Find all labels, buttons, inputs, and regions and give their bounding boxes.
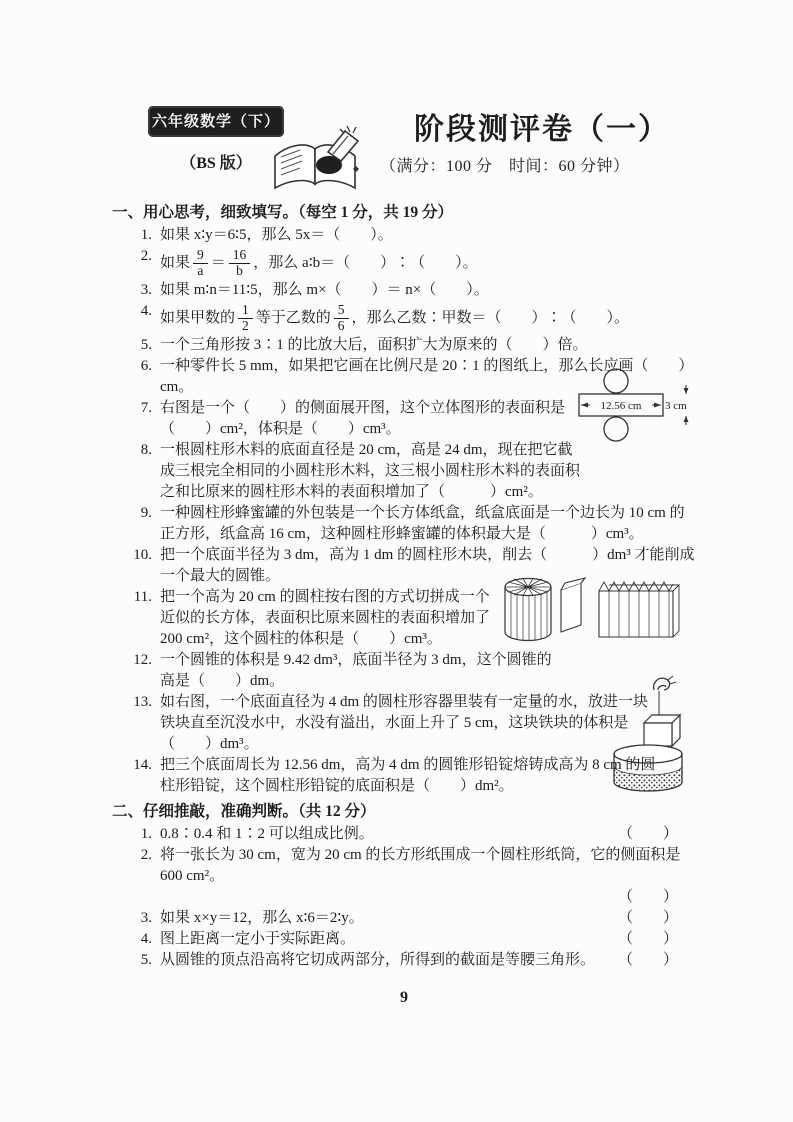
fraction [238,303,253,334]
numerator: 9 [193,248,208,264]
text-run: 等于乙数的 [255,309,331,326]
question-text [160,824,696,845]
answer-blank: （ ） [617,826,678,842]
book-magnifier-icon [270,124,360,197]
question-text: 一个三角形按 3∶1 的比放大后，面积扩大为原来的（ ）倍。 [160,337,588,353]
question-text: 把一个底面半径为 3 dm，高为 1 dm 的圆柱形木块，削去（ ）dm³ 才能削成一个最大的圆锥。 [160,547,695,584]
question-number: 2. [140,847,152,863]
question-number: 5. [140,952,152,968]
fraction [334,303,349,334]
question-number: 2. [140,248,152,264]
question-5 [112,335,696,356]
section1-heading: 一、用心思考，细致填写。（每空 1 分，共 19 分） [112,204,454,221]
text-run: 将一张长为 30 cm，宽为 20 cm 的长方形纸围成一个圆柱形纸筒，它的侧面积是 600 cm²。 [160,847,681,884]
text-run: 如果甲数的 [160,309,236,326]
question-13 [112,692,696,755]
judgment-2 [112,845,696,908]
text-run: 如果 [160,254,191,271]
text-run: 从圆锥的顶点沿高将它切成两部分，所得到的截面是等腰三角形。 [160,952,596,968]
question-text [160,246,696,280]
score-time-subtitle: （满分：100 分 时间：60 分钟） [380,158,630,175]
paper-body [112,202,696,1008]
denominator: a [197,262,204,278]
question-text: 把三个底面周长为 12.56 dm，高为 4 dm 的圆锥形铅锭熔铸成高为 8 cm 的圆柱形铅锭，这个圆柱形铅锭的底面积是（ ）dm²。 [160,757,656,794]
text-run: ，那么乙数∶甲数＝（ ）∶（ ）。 [351,309,630,326]
question-text [160,301,696,335]
question-text: 一种零件长 5 mm，如果把它画在比例尺是 20∶1 的图纸上，那么长应画（ ）cm。 [160,358,694,395]
text-run: 图上距离一定小于实际距离。 [160,931,356,947]
answer-blank: （ ） [617,910,678,926]
text-run: ，那么 a∶b＝（ ）∶（ ）。 [253,254,478,271]
question-number: 4. [140,931,152,947]
question-2 [112,246,696,280]
question-12 [112,650,696,692]
question-text [160,950,696,971]
question-4 [112,301,696,335]
net-width-label: 12.56 cm [600,400,642,412]
question-8 [112,440,696,503]
text-run: ＝ [210,254,226,271]
question-number: 8. [140,442,152,458]
question-number: 13. [133,694,152,710]
question-number: 12. [133,652,152,668]
judgment-4 [112,929,696,950]
question-6 [112,356,696,398]
question-10 [112,545,696,587]
question-11 [112,587,696,650]
question-number: 9. [140,505,152,521]
question-text [160,845,696,908]
question-text: 把一个高为 20 cm 的圆柱按右图的方式切拼成一个近似的长方体，表面积比原来圆柱的表面积增加了 200 cm²，这个圆柱的体积是（ ）cm³。 [160,589,491,647]
question-text [160,929,696,950]
question-text: 如右图，一个底面直径为 4 dm 的圆柱形容器里装有一定量的水，放进一块铁块直至沉没水中，水没有溢出，水面上升了 5 cm，这块铁块的体积是（ ）dm³。 [160,694,648,752]
question-1 [112,225,696,246]
answer-blank: （ ） [617,931,678,947]
question-text: 一根圆柱形木料的底面直径是 20 cm，高是 24 dm，现在把它截成三根完全相同的小圆柱形木料，这三根小圆柱形木料的表面积之和比原来的圆柱形木料的表面积增加了（ ）cm²。 [160,442,581,500]
question-text: 右图是一个（ ）的侧面展开图，这个立体图形的表面积是（ ）cm²，体积是（ ）cm³。 [160,400,566,437]
question-text: 如果 m∶n＝11∶5，那么 m×（ ）＝ n×（ ）。 [160,282,489,298]
question-number: 7. [140,400,152,416]
grade-badge: 六年级数学（下） [148,106,284,137]
fraction [229,248,251,279]
text-run: 0.8∶0.4 和 1∶2 可以组成比例。 [160,826,374,842]
question-3 [112,280,696,301]
answer-blank: （ ） [617,889,678,905]
question-text: 一种圆柱形蜂蜜罐的外包装是一个长方体纸盒，纸盒底面是一个边长为 10 cm 的正方形，纸盒高 16 cm，这种圆柱形蜂蜜罐的体积最大是（ ）cm³。 [160,505,685,542]
question-number: 5. [140,337,152,353]
question-number: 14. [133,757,152,773]
judgment-3 [112,908,696,929]
judgment-5 [112,950,696,971]
numerator: 16 [229,248,251,264]
question-number: 1. [140,227,152,243]
page-title: 阶段测评卷（一） [414,113,670,146]
question-number: 3. [140,910,152,926]
question-9 [112,503,696,545]
judgment-1 [112,824,696,845]
question-number: 6. [140,358,152,374]
edition-label: （BS 版） [180,155,252,172]
text-run: 如果 x×y＝12，那么 x∶6＝2∶y。 [160,910,364,926]
fraction [193,248,208,279]
denominator: 6 [337,317,345,333]
question-7 [112,398,696,440]
question-number: 3. [140,282,152,298]
question-text [160,908,696,929]
net-height-label: 3 cm [665,400,687,412]
answer-blank: （ ） [617,952,678,968]
denominator: b [236,262,243,278]
question-number: 4. [140,303,152,319]
question-number: 1. [140,826,152,842]
question-text: 一个圆锥的体积是 9.42 dm³，底面半径为 3 dm，这个圆锥的高是（ ）dm。 [160,652,552,689]
question-number: 11. [133,589,152,605]
page-number: 9 [400,989,408,1006]
numerator: 5 [334,303,349,319]
denominator: 2 [242,317,249,333]
question-number: 10. [133,547,152,563]
numerator: 1 [238,303,253,319]
question-14 [112,755,696,797]
question-text: 如果 x∶y＝6∶5，那么 5x＝（ ）。 [160,227,393,243]
section2-heading: 二、仔细推敲，准确判断。（共 12 分） [112,803,376,820]
